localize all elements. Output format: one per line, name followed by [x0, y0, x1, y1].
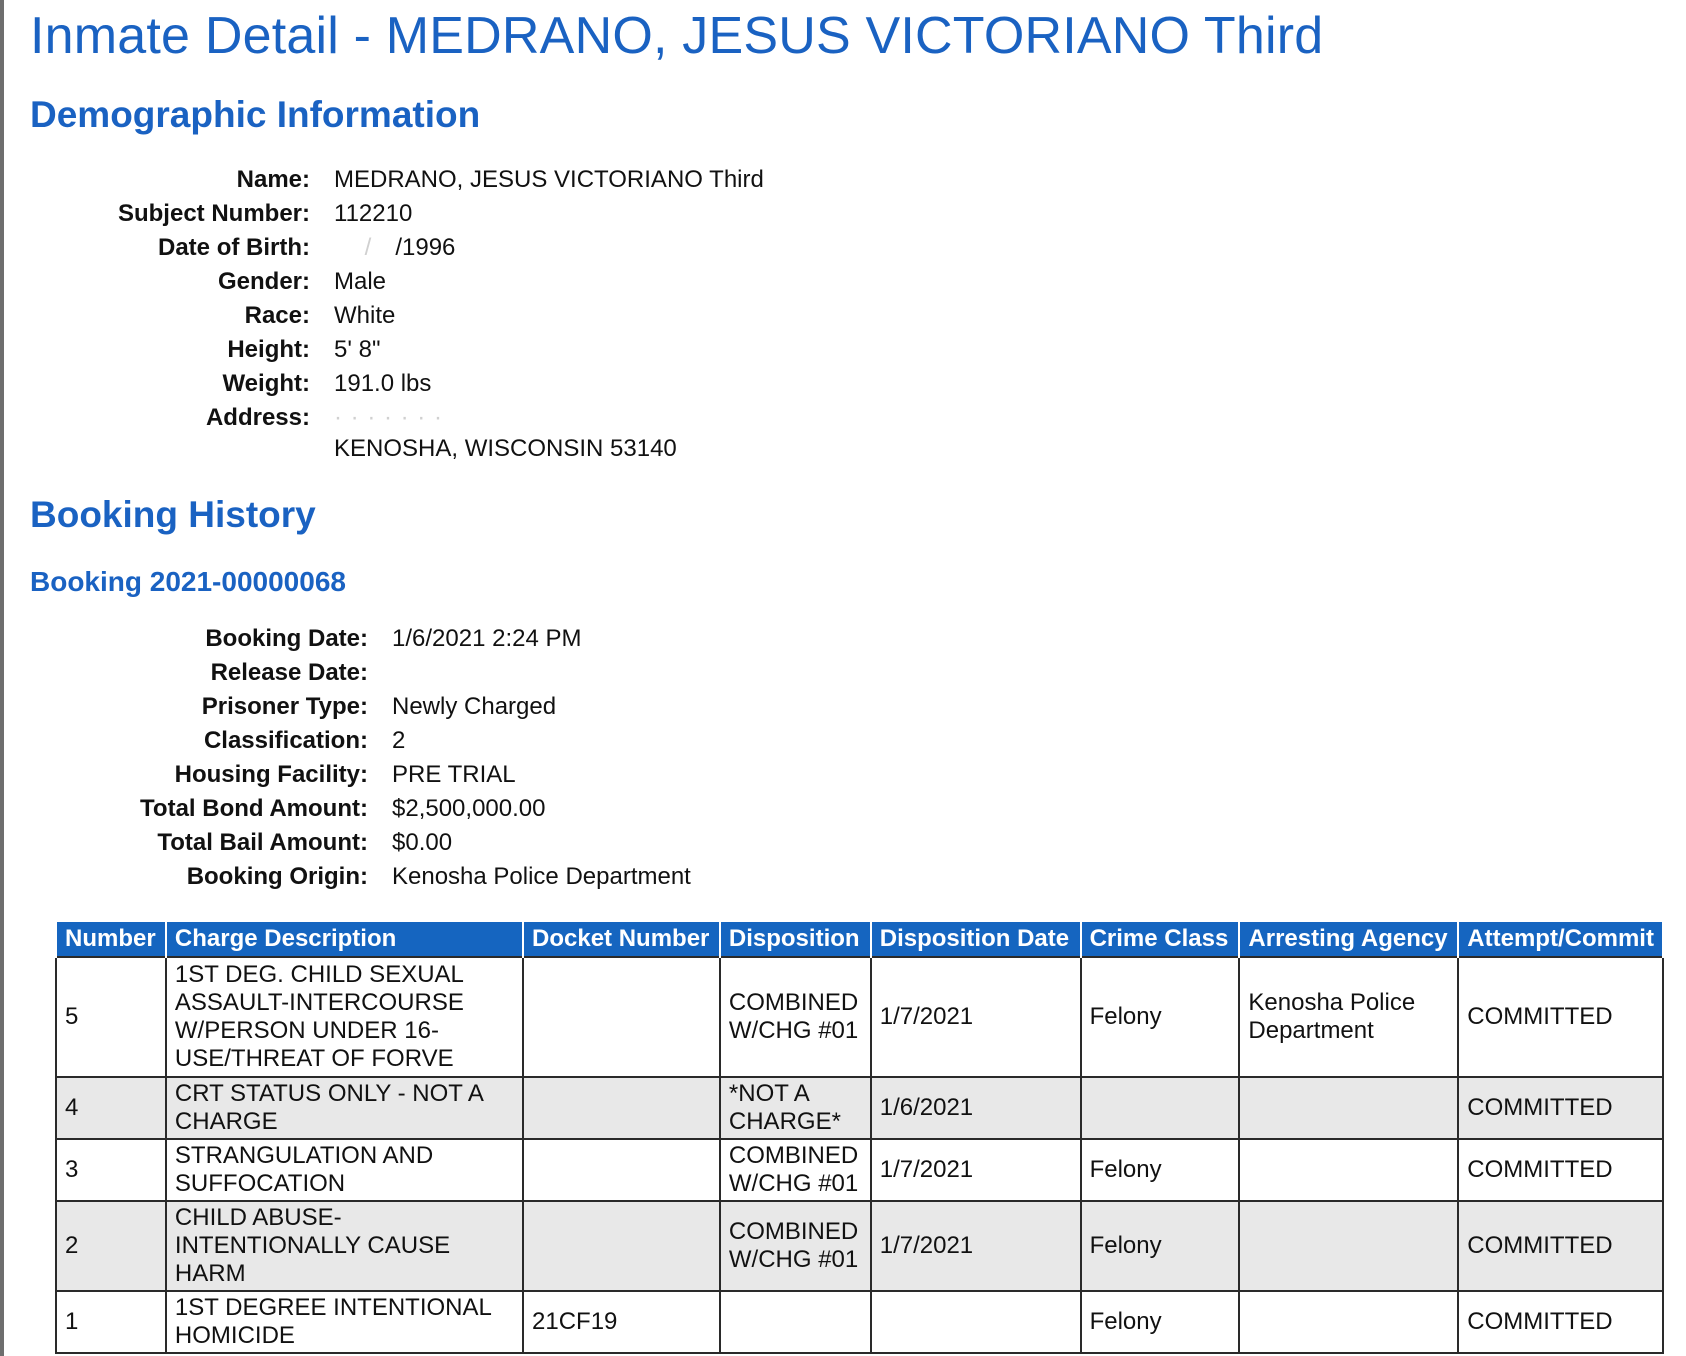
cell-docket-number: 21CF19	[523, 1291, 720, 1353]
table-row	[56, 1077, 1663, 1139]
cell-arresting-agency	[1239, 1077, 1458, 1139]
cell-charge-description-line: W/PERSON UNDER 16-	[174, 1017, 439, 1044]
date-of-birth-year: /1996	[395, 234, 456, 261]
cell-charge-description-line: STRANGULATION AND	[174, 1142, 434, 1169]
booking-date-row	[30, 622, 691, 656]
cell-docket-number	[523, 957, 720, 1077]
page-left-border	[0, 0, 4, 1356]
gender-value: Male	[334, 268, 387, 295]
weight-label: Weight:	[222, 370, 310, 397]
cell-arresting-agency	[1239, 1201, 1458, 1291]
table-row	[56, 1291, 1663, 1353]
booking-origin-value: Kenosha Police Department	[392, 863, 691, 890]
total-bond-value: $2,500,000.00	[392, 795, 546, 822]
cell-charge-description	[166, 957, 523, 1077]
table-row	[56, 957, 1663, 1077]
cell-disposition-line: W/CHG #01	[728, 1246, 859, 1273]
cell-crime-class: Felony	[1081, 957, 1240, 1077]
classification-label: Classification:	[203, 727, 368, 754]
address-row	[30, 401, 764, 435]
cell-disposition-date: 1/7/2021	[871, 1201, 1081, 1291]
charges-header-row	[56, 922, 1663, 957]
classification-row	[30, 724, 691, 758]
column-header-charge-description: Charge Description	[166, 922, 523, 957]
cell-attempt-commit: COMMITTED	[1458, 1077, 1663, 1139]
cell-crime-class: Felony	[1081, 1291, 1240, 1353]
date-of-birth-row	[30, 231, 764, 265]
name-label: Name:	[236, 166, 310, 193]
booking-history-heading: Booking History	[30, 494, 316, 535]
race-label: Race:	[244, 302, 310, 329]
height-value: 5' 8"	[334, 336, 381, 363]
cell-number: 3	[56, 1139, 166, 1201]
column-header-disposition: Disposition	[720, 922, 871, 957]
cell-disposition-line: COMBINED	[728, 1142, 859, 1169]
height-row	[30, 333, 764, 367]
address-line2-row	[30, 435, 764, 463]
prisoner-type-value: Newly Charged	[392, 693, 557, 720]
weight-value: 191.0 lbs	[334, 370, 432, 397]
housing-facility-value: PRE TRIAL	[392, 761, 516, 788]
cell-charge-description	[166, 1077, 523, 1139]
total-bail-value: $0.00	[392, 829, 453, 856]
page-title: Inmate Detail - MEDRANO, JESUS VICTORIANO Third	[30, 7, 1324, 65]
column-header-number: Number	[56, 922, 166, 957]
cell-charge-description-line: 1ST DEG. CHILD SEXUAL	[174, 961, 464, 988]
cell-disposition-date: 1/7/2021	[871, 1139, 1081, 1201]
cell-charge-description-line: CHARGE	[174, 1108, 278, 1135]
name-row	[30, 163, 764, 197]
address-label: Address:	[205, 404, 310, 431]
cell-disposition-line: *NOT A	[728, 1080, 810, 1107]
cell-number: 1	[56, 1291, 166, 1353]
cell-charge-description-line: HOMICIDE	[174, 1322, 295, 1349]
cell-disposition-line: W/CHG #01	[728, 1170, 859, 1197]
cell-attempt-commit: COMMITTED	[1458, 1139, 1663, 1201]
cell-charge-description-line: 1ST DEGREE INTENTIONAL	[174, 1294, 492, 1321]
gender-label: Gender:	[217, 268, 310, 295]
cell-charge-description	[166, 1139, 523, 1201]
address-redacted: · · · · · · ·	[334, 404, 443, 431]
redacted-text: /	[334, 234, 396, 261]
column-header-arresting-agency: Arresting Agency	[1239, 922, 1458, 957]
gender-row	[30, 265, 764, 299]
total-bail-label: Total Bail Amount:	[157, 829, 368, 856]
demographic-fields	[30, 163, 764, 463]
total-bond-row	[30, 792, 691, 826]
race-row	[30, 299, 764, 333]
cell-attempt-commit: COMMITTED	[1458, 957, 1663, 1077]
cell-disposition-line: CHARGE*	[728, 1108, 841, 1135]
cell-crime-class	[1081, 1077, 1240, 1139]
cell-disposition-line: COMBINED	[728, 989, 859, 1016]
cell-charge-description-line: ASSAULT-INTERCOURSE	[174, 989, 464, 1016]
race-value: White	[334, 302, 396, 329]
cell-disposition-date: 1/7/2021	[871, 957, 1081, 1077]
cell-docket-number	[523, 1201, 720, 1291]
booking-fields	[30, 622, 691, 894]
demographic-heading: Demographic Information	[30, 94, 481, 135]
height-label: Height:	[227, 336, 310, 363]
cell-docket-number	[523, 1139, 720, 1201]
release-date-label: Release Date:	[210, 659, 368, 686]
charges-table	[55, 922, 1664, 1354]
date-of-birth-label: Date of Birth:	[158, 234, 310, 261]
address-city-value: KENOSHA, WISCONSIN 53140	[334, 435, 677, 462]
cell-attempt-commit: COMMITTED	[1458, 1291, 1663, 1353]
cell-disposition	[720, 1201, 871, 1291]
cell-disposition	[720, 957, 871, 1077]
cell-charge-description-line: SUFFOCATION	[174, 1170, 346, 1197]
cell-docket-number	[523, 1077, 720, 1139]
cell-number: 5	[56, 957, 166, 1077]
subject-number-row	[30, 197, 764, 231]
cell-charge-description	[166, 1201, 523, 1291]
total-bail-row	[30, 826, 691, 860]
total-bond-label: Total Bond Amount:	[140, 795, 368, 822]
cell-charge-description-line: HARM	[174, 1260, 246, 1287]
cell-charge-description-line: INTENTIONALLY CAUSE	[174, 1232, 451, 1259]
column-header-attempt-commit: Attempt/Commit	[1458, 922, 1663, 957]
booking-number-heading: Booking 2021-00000068	[30, 566, 346, 597]
booking-date-value: 1/6/2021 2:24 PM	[392, 625, 582, 652]
cell-number: 2	[56, 1201, 166, 1291]
prisoner-type-label: Prisoner Type:	[201, 693, 368, 720]
booking-date-label: Booking Date:	[205, 625, 368, 652]
subject-number-label: Subject Number:	[117, 200, 310, 227]
cell-arresting-agency-line: Department	[1248, 1017, 1374, 1044]
cell-attempt-commit: COMMITTED	[1458, 1201, 1663, 1291]
housing-facility-row	[30, 758, 691, 792]
release-date-row	[30, 656, 691, 690]
housing-facility-label: Housing Facility:	[174, 761, 368, 788]
cell-arresting-agency	[1239, 957, 1458, 1077]
cell-disposition-date: 1/6/2021	[871, 1077, 1081, 1139]
cell-charge-description-line: CRT STATUS ONLY - NOT A	[174, 1080, 484, 1107]
table-row	[56, 1201, 1663, 1291]
cell-arresting-agency-line: Kenosha Police	[1248, 989, 1416, 1016]
booking-origin-row	[30, 860, 691, 894]
cell-disposition	[720, 1139, 871, 1201]
cell-charge-description-line: CHILD ABUSE-	[174, 1204, 342, 1231]
cell-disposition-line: COMBINED	[728, 1218, 859, 1245]
cell-arresting-agency	[1239, 1291, 1458, 1353]
classification-value: 2	[392, 727, 406, 754]
cell-disposition-line: W/CHG #01	[728, 1017, 859, 1044]
name-value: MEDRANO, JESUS VICTORIANO Third	[334, 166, 764, 193]
cell-number: 4	[56, 1077, 166, 1139]
subject-number-value: 112210	[334, 200, 413, 227]
column-header-docket-number: Docket Number	[523, 922, 720, 957]
prisoner-type-row	[30, 690, 691, 724]
date-of-birth-value	[334, 234, 455, 262]
cell-disposition	[720, 1077, 871, 1139]
cell-charge-description	[166, 1291, 523, 1353]
weight-row	[30, 367, 764, 401]
booking-origin-label: Booking Origin:	[186, 863, 368, 890]
cell-crime-class: Felony	[1081, 1139, 1240, 1201]
column-header-crime-class: Crime Class	[1081, 922, 1240, 957]
table-row	[56, 1139, 1663, 1201]
cell-arresting-agency	[1239, 1139, 1458, 1201]
column-header-disposition-date: Disposition Date	[871, 922, 1081, 957]
cell-disposition-date	[871, 1291, 1081, 1353]
cell-crime-class: Felony	[1081, 1201, 1240, 1291]
cell-disposition	[720, 1291, 871, 1353]
charges-table-body	[56, 957, 1663, 1353]
cell-charge-description-line: USE/THREAT OF FORVE	[174, 1045, 454, 1072]
